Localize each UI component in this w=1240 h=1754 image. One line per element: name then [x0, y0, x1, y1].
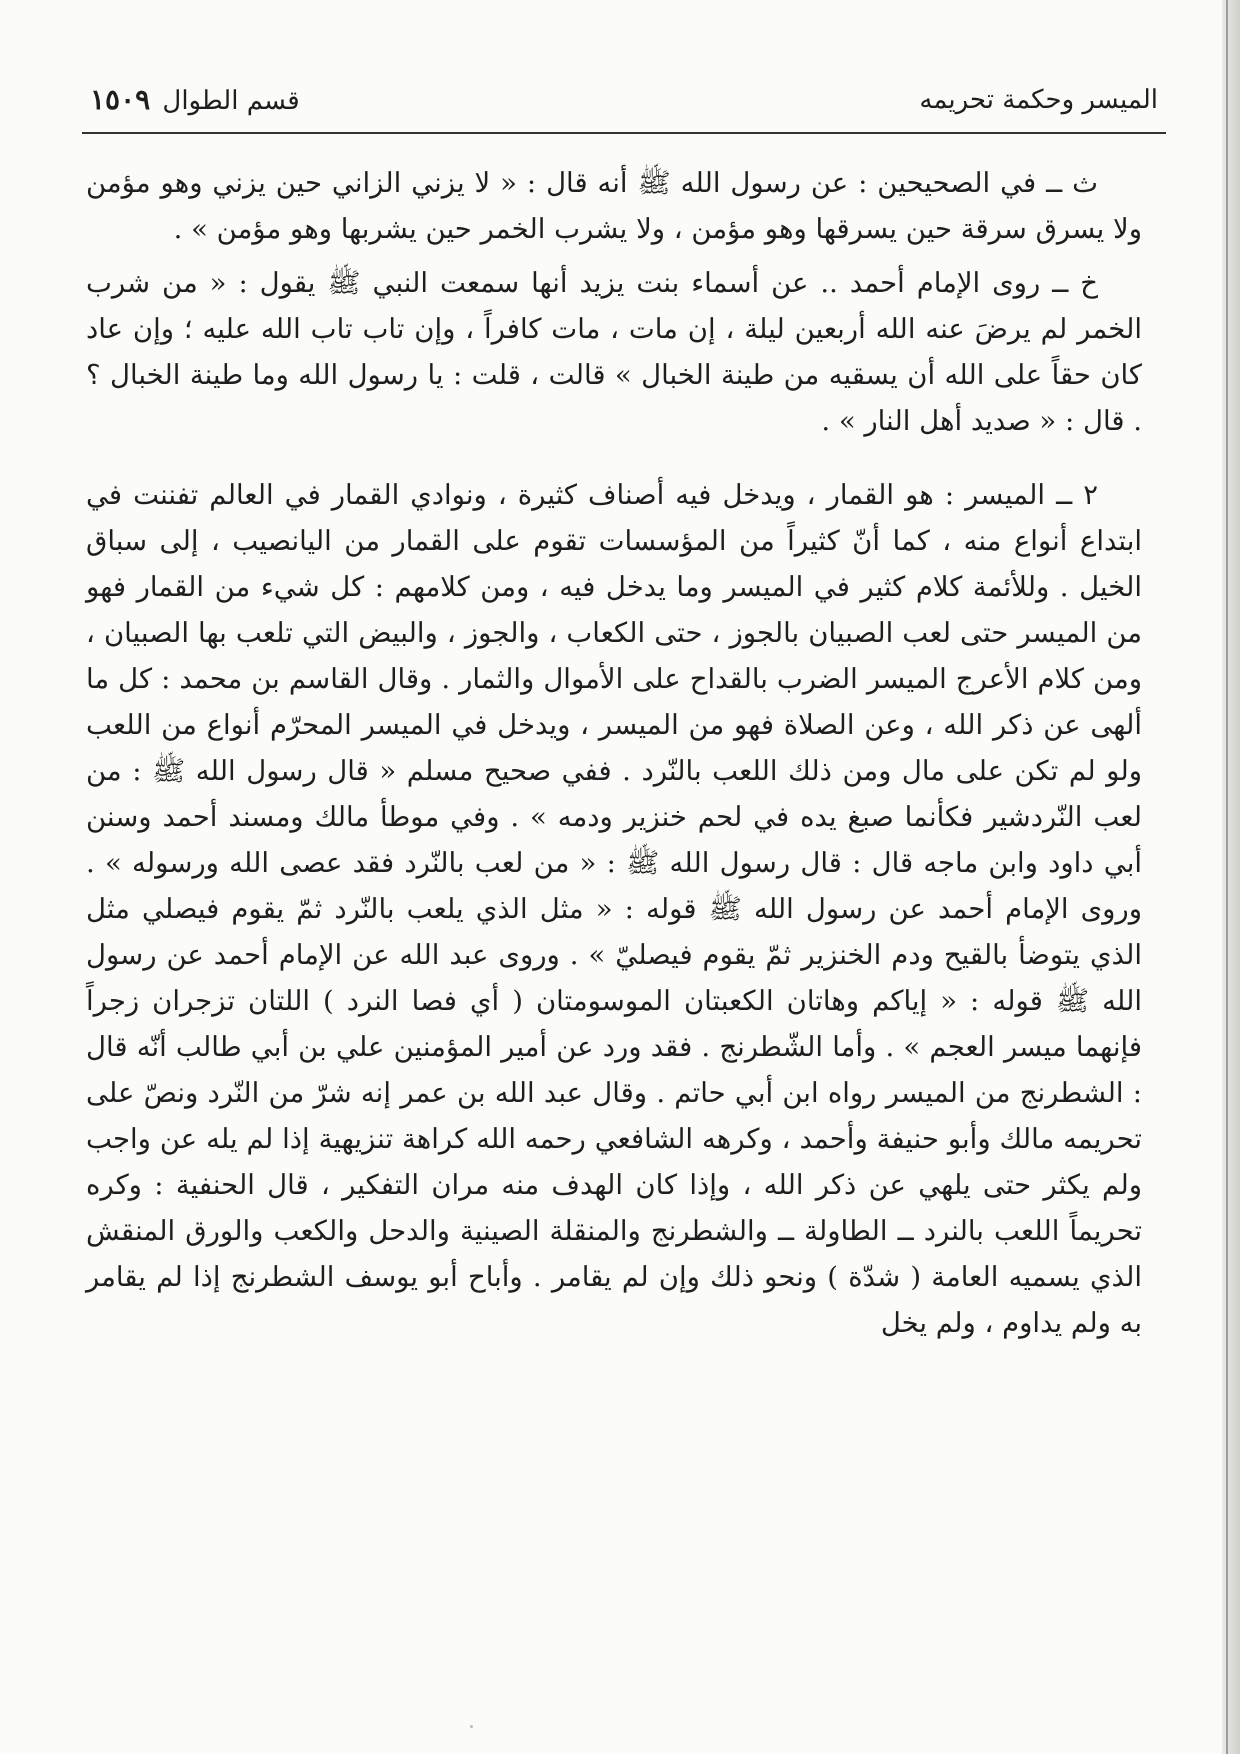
paragraph-ahmad-hadith: خ ــ روى الإمام أحمد .. عن أسماء بنت يزيد أنها سمعت النبي ﷺ يقول : « من شرب الخمر لم يرضَ عنه الله أربعين ليلة ، إن مات ، مات كافراً ، وإن تاب تاب الله عليه ؛ وإن عاد كان حقاً على الله أن يسقيه من طينة الخبال » قالت ، قلت : يا رسول الله وما طينة الخبال ؟ . قال : « صديد أهل النار » .: [86, 267, 1142, 437]
paragraph-sahihayn-hadith: ث ــ في الصحيحين : عن رسول الله ﷺ أنه قال : « لا يزني الزاني حين يزني وهو مؤمن ولا يسرق سرقة حين يسرقها وهو مؤمن ، ولا يشرب الخمر حين يشربها وهو مؤمن » .: [86, 167, 1142, 245]
book-spine-edge: [1226, 0, 1228, 1754]
body-text: [86, 160, 1142, 1346]
page-header: [90, 82, 1158, 126]
book-spine-shadow: [1222, 0, 1240, 1754]
section-label: قسم الطوال: [162, 86, 300, 116]
page-number: ١٥٠٩: [90, 83, 151, 116]
running-title: الميسر وحكمة تحريمه: [919, 85, 1158, 115]
page-info: [90, 82, 300, 119]
header-rule: [82, 132, 1166, 134]
paper-speck: [470, 1725, 473, 1728]
paragraph-maysir-definition: ٢ ــ الميسر : هو القمار ، ويدخل فيه أصناف كثيرة ، ونوادي القمار في العالم تفننت في ابتداع أنواع منه ، كما أنّ كثيراً من المؤسسات تقوم على القمار من اليانصيب ، إلى سباق الخيل . وللأئمة كلام كثير في الميسر وما يدخل فيه ، ومن كلامهم : كل شيء من القمار فهو من الميسر حتى لعب الصبيان بالجوز ، حتى الكعاب ، والجوز ، والبيض التي تلعب بها الصبيان ، ومن كلام الأعرج الميسر الضرب بالقداح على الأموال والثمار . وقال القاسم بن محمد : كل ما ألهى عن ذكر الله ، وعن الصلاة فهو من الميسر ، ويدخل في الميسر المحرّم أنواع من اللعب ولو لم تكن على مال ومن ذلك اللعب بالنّرد . ففي صحيح مسلم « قال رسول الله ﷺ : من لعب النّردشير فكأنما صبغ يده في لحم خنزير ودمه » . وفي موطأ مالك ومسند أحمد وسنن أبي داود وابن ماجه قال : قال رسول الله ﷺ : « من لعب بالنّرد فقد عصى الله ورسوله » . وروى الإمام أحمد عن رسول الله ﷺ قوله : « مثل الذي يلعب بالنّرد ثمّ يقوم فيصلي مثل الذي يتوضأ بالقيح ودم الخنزير ثمّ يقوم فيصليّ » . وروى عبد الله عن الإمام أحمد عن رسول الله ﷺ قوله : « إياكم وهاتان الكعبتان الموسومتان ( أي فصا النرد ) اللتان تزجران زجراً فإنهما ميسر العجم » . وأما الشّطرنج . فقد ورد عن أمير المؤمنين علي بن أبي طالب أنّه قال : الشطرنج من الميسر رواه ابن أبي حاتم . وقال عبد الله بن عمر إنه شرّ من النّرد ونصّ على تحريمه مالك وأبو حنيفة وأحمد ، وكرهه الشافعي رحمه الله كراهة تنزيهية إذا لم يله عن واجب ولم يكثر حتى يلهي عن ذكر الله ، وإذا كان الهدف منه مران التفكير ، قال الحنفية : وكره تحريماً اللعب بالنرد ــ الطاولة ــ والشطرنج والمنقلة الصينية والدحل والكعب والورق المنقش الذي يسميه العامة ( شدّة ) ونحو ذلك وإن لم يقامر . وأباح أبو يوسف الشطرنج إذا لم يقامر به ولم يداوم ، ولم يخل: [86, 479, 1142, 1339]
